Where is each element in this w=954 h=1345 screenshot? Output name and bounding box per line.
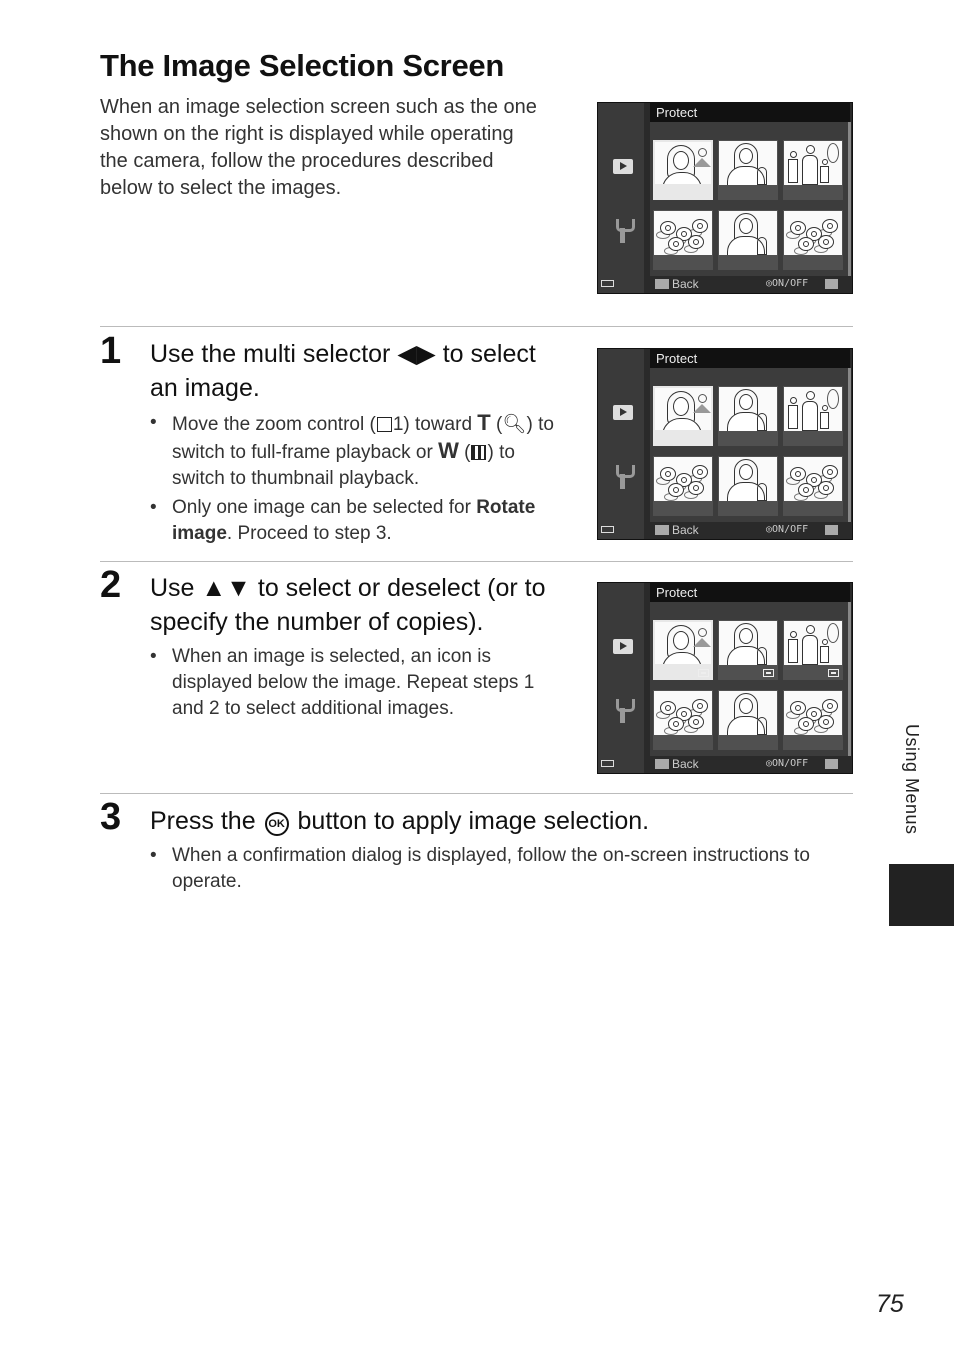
screen-side-menu (598, 349, 644, 539)
step-3-heading: Press the OK button to apply image selection. (150, 807, 650, 835)
left-right-arrows-icon: ◀▶ (397, 340, 436, 368)
thumbnail-picture (655, 142, 711, 184)
zoom-in-icon: 🔍︎ (502, 414, 527, 435)
thumbnail-image[interactable] (783, 140, 843, 200)
back-label: Back (672, 277, 699, 291)
thumbnail-icon (471, 445, 486, 460)
zoom-icon (825, 759, 838, 769)
up-down-arrows-icon: ▲▼ (201, 574, 251, 602)
thumbnail-image[interactable] (718, 456, 778, 516)
thumbnail-picture (784, 621, 842, 665)
screen-side-menu (598, 103, 644, 293)
thumbnail-picture (719, 141, 777, 185)
thumbnail-grid (650, 368, 850, 522)
section-tab (889, 864, 954, 926)
thumbnail-picture (719, 691, 777, 735)
scrollbar (848, 122, 851, 276)
thumbnail-image[interactable] (783, 620, 843, 680)
step-1-heading: Use the multi selector ◀▶ to select an image. (150, 340, 536, 402)
screen-title: Protect (650, 349, 850, 368)
screen-footer (650, 275, 853, 293)
thumbnail-grid (650, 122, 850, 276)
intro-text: When an image selection screen such as the one shown on the right is displayed while operating the camera, follow the procedures described below to select the images. (100, 96, 537, 199)
thumbnail-picture (784, 457, 842, 501)
thumbnail-image[interactable] (718, 386, 778, 446)
onoff-label: ◎ON/OFF (766, 524, 809, 535)
camera-screen-step-1 (597, 348, 853, 540)
protect-icon (828, 669, 839, 677)
battery-icon (601, 280, 614, 287)
thumbnail-image[interactable] (783, 456, 843, 516)
section-label: Using Menus (902, 724, 922, 835)
thumbnail-image[interactable] (718, 210, 778, 270)
back-label: Back (672, 523, 699, 537)
list-item: • When an image is selected, an icon is displayed below the image. Repeat steps 1 and 2 to select additional images. (150, 644, 560, 722)
thumbnail-grid (650, 602, 850, 756)
thumbnail-image[interactable] (653, 210, 713, 270)
step-1-number: 1 (100, 330, 122, 372)
page-number: 75 (876, 1290, 904, 1318)
playback-icon (613, 639, 633, 654)
step-2-bullets (150, 644, 560, 725)
thumbnail-picture (655, 388, 711, 430)
screen-footer (650, 521, 853, 539)
zoom-icon (825, 279, 838, 289)
thumbnail-picture (784, 141, 842, 185)
thumbnail-image[interactable] (718, 140, 778, 200)
thumbnail-picture (654, 211, 712, 255)
page-title: The Image Selection Screen (100, 48, 504, 83)
step-1-bullets (150, 410, 570, 550)
list-item: • Move the zoom control ( 1) toward T (🔍︎) to switch to full-frame playback or W ( ) to switch to thumbnail playback. (150, 410, 570, 492)
wrench-icon (616, 699, 629, 725)
thumbnail-image[interactable] (653, 456, 713, 516)
protect-icon (698, 669, 709, 677)
thumbnail-picture (654, 691, 712, 735)
playback-icon (613, 159, 633, 174)
reference-icon (377, 417, 392, 432)
thumbnail-picture (719, 211, 777, 255)
onoff-label: ◎ON/OFF (766, 758, 809, 769)
camera-screen-example (597, 102, 853, 294)
thumbnail-picture (719, 457, 777, 501)
list-item: • Only one image can be selected for Rotate image. Proceed to step 3. (150, 495, 570, 547)
thumbnail-image[interactable] (783, 690, 843, 750)
protect-icon (763, 669, 774, 677)
onoff-label: ◎ON/OFF (766, 278, 809, 289)
menu-button-icon (655, 525, 669, 535)
thumbnail-image[interactable] (718, 690, 778, 750)
divider (100, 561, 853, 562)
ok-button-icon: OK (265, 812, 289, 836)
screen-side-menu (598, 583, 644, 773)
divider (100, 326, 853, 327)
menu-button-icon (655, 759, 669, 769)
thumbnail-picture (784, 387, 842, 431)
screen-title: Protect (650, 583, 850, 602)
step-2-heading: Use ▲▼ to select or deselect (or to specify the number of copies). (150, 574, 546, 636)
thumbnail-image[interactable] (718, 620, 778, 680)
wrench-icon (616, 219, 629, 245)
playback-icon (613, 405, 633, 420)
thumbnail-image[interactable] (783, 210, 843, 270)
thumbnail-image[interactable] (653, 140, 713, 200)
camera-screen-step-2 (597, 582, 853, 774)
wrench-icon (616, 465, 629, 491)
thumbnail-image[interactable] (653, 690, 713, 750)
menu-button-icon (655, 279, 669, 289)
thumbnail-picture (784, 691, 842, 735)
zoom-icon (825, 525, 838, 535)
scrollbar (848, 368, 851, 522)
list-item: • When a confirmation dialog is displayed, follow the on-screen instructions to operate. (150, 843, 853, 895)
scrollbar (848, 602, 851, 756)
step-3-bullets (150, 843, 853, 898)
thumbnail-picture (654, 457, 712, 501)
thumbnail-picture (655, 622, 711, 664)
step-2-number: 2 (100, 564, 122, 606)
thumbnail-picture (784, 211, 842, 255)
screen-footer (650, 755, 853, 773)
back-label: Back (672, 757, 699, 771)
step-3-number: 3 (100, 796, 122, 838)
thumbnail-picture (719, 387, 777, 431)
thumbnail-image[interactable] (653, 620, 713, 680)
thumbnail-picture (719, 621, 777, 665)
thumbnail-image[interactable] (783, 386, 843, 446)
divider (100, 793, 853, 794)
battery-icon (601, 760, 614, 767)
thumbnail-image[interactable] (653, 386, 713, 446)
screen-title: Protect (650, 103, 850, 122)
battery-icon (601, 526, 614, 533)
